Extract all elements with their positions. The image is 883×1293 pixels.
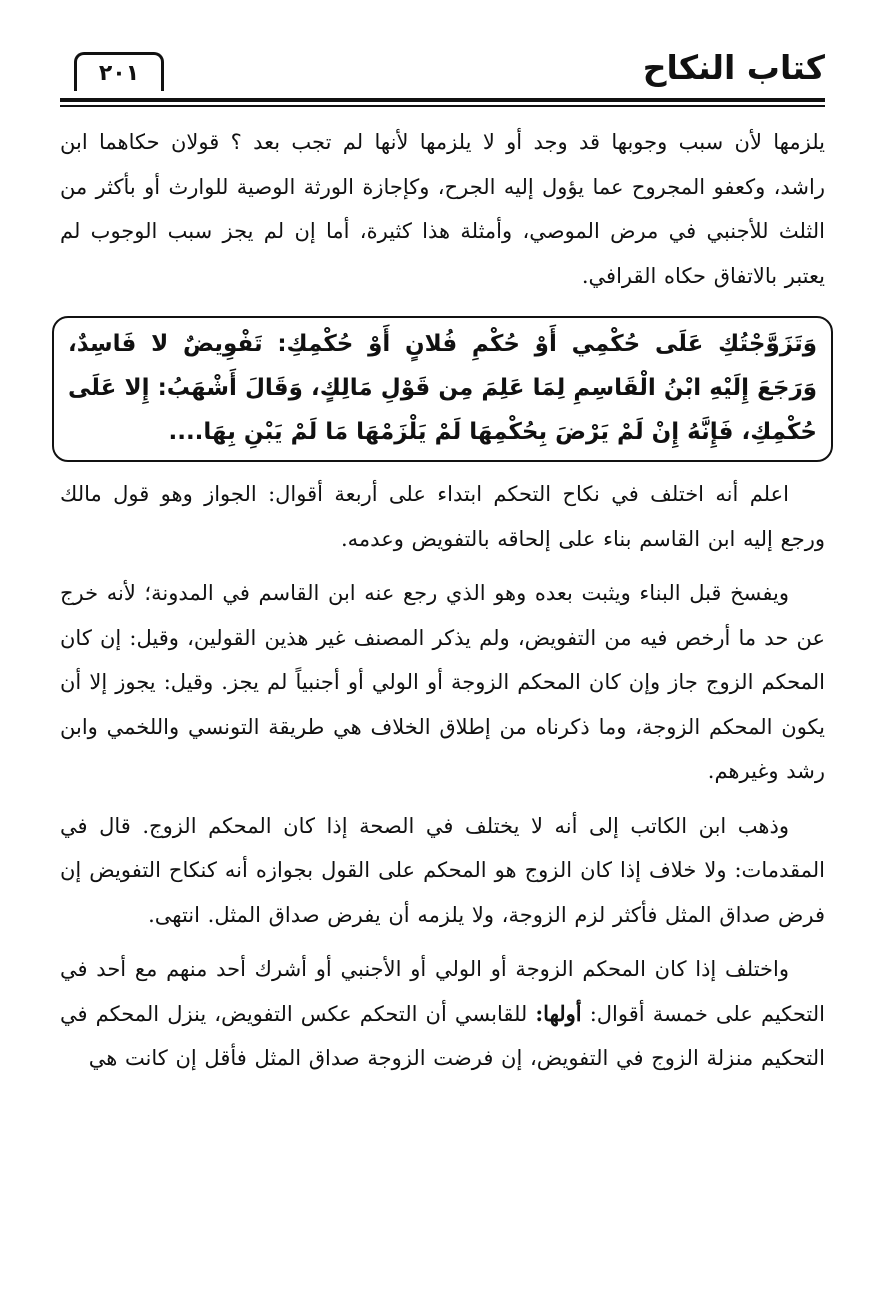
paragraph-5 bbox=[60, 947, 825, 1081]
paragraph-5-end: للقابسي أن التحكم عكس التفويض، ينزل المحكم في التحكيم منزلة الزوج في التفويض، إن فرضت الزوجة صداق المثل فأقل إن كانت هي bbox=[60, 1001, 825, 1070]
paragraph-2: اعلم أنه اختلف في نكاح التحكم ابتداء على أربعة أقوال: الجواز وهو قول مالك ورجع إليه ابن القاسم بناء على إلحاقه بالتفويض وعدمه. bbox=[60, 482, 825, 551]
matn-box bbox=[52, 316, 833, 462]
paragraph-5-bold: أولها: bbox=[535, 1000, 582, 1026]
header-rule bbox=[60, 105, 825, 107]
book-page bbox=[60, 44, 825, 1273]
paragraph-3: ويفسخ قبل البناء ويثبت بعده وهو الذي رجع عنه ابن القاسم في المدونة؛ لأنه خرج عن حد ما أرخص فيه من التفويض، ولم يذكر المصنف غير هذين القولين، وقيل: إن كان المحكم الزوج جاز وإن كان المحكم الزوجة أو الولي أو أجنبياً لم يجز. وقيل: يجوز إلا أن يكون المحكم الزوجة، وما ذكرناه من إطلاق الخلاف هي طريقة التونسي واللخمي وابن رشد وغيرهم. bbox=[60, 581, 825, 783]
paragraph-5-start: واختلف إذا كان المحكم الزوجة أو الولي أو الأجنبي أو أشرك أحد منهم مع أحد في التحكيم على خمسة أقوال: bbox=[60, 957, 825, 1026]
paragraph-1: يلزمها لأن سبب وجوبها قد وجد أو لا يلزمها لأنها لم تجب بعد ؟ قولان حكاهما ابن راشد، وكعفو المجروح عما يؤول إليه الجرح، وكإجازة الورثة الوصية للوارث أو بأكثر من الثلث للأجنبي في مرض الموصي، وأمثلة هذا كثيرة، أما إن لم يجز سبب الوجوب لم يعتبر بالاتفاق حكاه القرافي. bbox=[60, 130, 825, 288]
paragraph-4: وذهب ابن الكاتب إلى أنه لا يختلف في الصحة إذا كان المحكم الزوج. قال في المقدمات: ولا خلاف إذا كان الزوج هو المحكم على القول بجوازه أنه كنكاح التفويض إن فرض صداق المثل فأكثر لزم الزوجة، ولا يلزمه أن يفرض صداق المثل. انتهى. bbox=[60, 813, 825, 927]
matn-text: وَتَزَوَّجْتُكِ عَلَى حُكْمِي أَوْ حُكْمِ فُلانٍ أَوْ حُكْمِكِ: تَفْوِيضٌ لا فَاسِدٌ، وَرَجَعَ إِلَيْهِ ابْنُ الْقَاسِمِ لِمَا عَلِمَ مِن قَوْلِ مَالِكٍ، وَقَالَ أَشْهَبُ: إِلا عَلَى حُكْمِكِ، فَإِنَّهُ إِنْ لَمْ يَرْضَ بِحُكْمِهَا لَمْ يَلْزَمْهَا مَا لَمْ يَبْنِ بِهَا.... bbox=[68, 331, 817, 445]
book-title: كتاب النكاح bbox=[642, 48, 825, 87]
page-header bbox=[60, 44, 825, 102]
page-number: ٢٠١ bbox=[74, 52, 164, 91]
